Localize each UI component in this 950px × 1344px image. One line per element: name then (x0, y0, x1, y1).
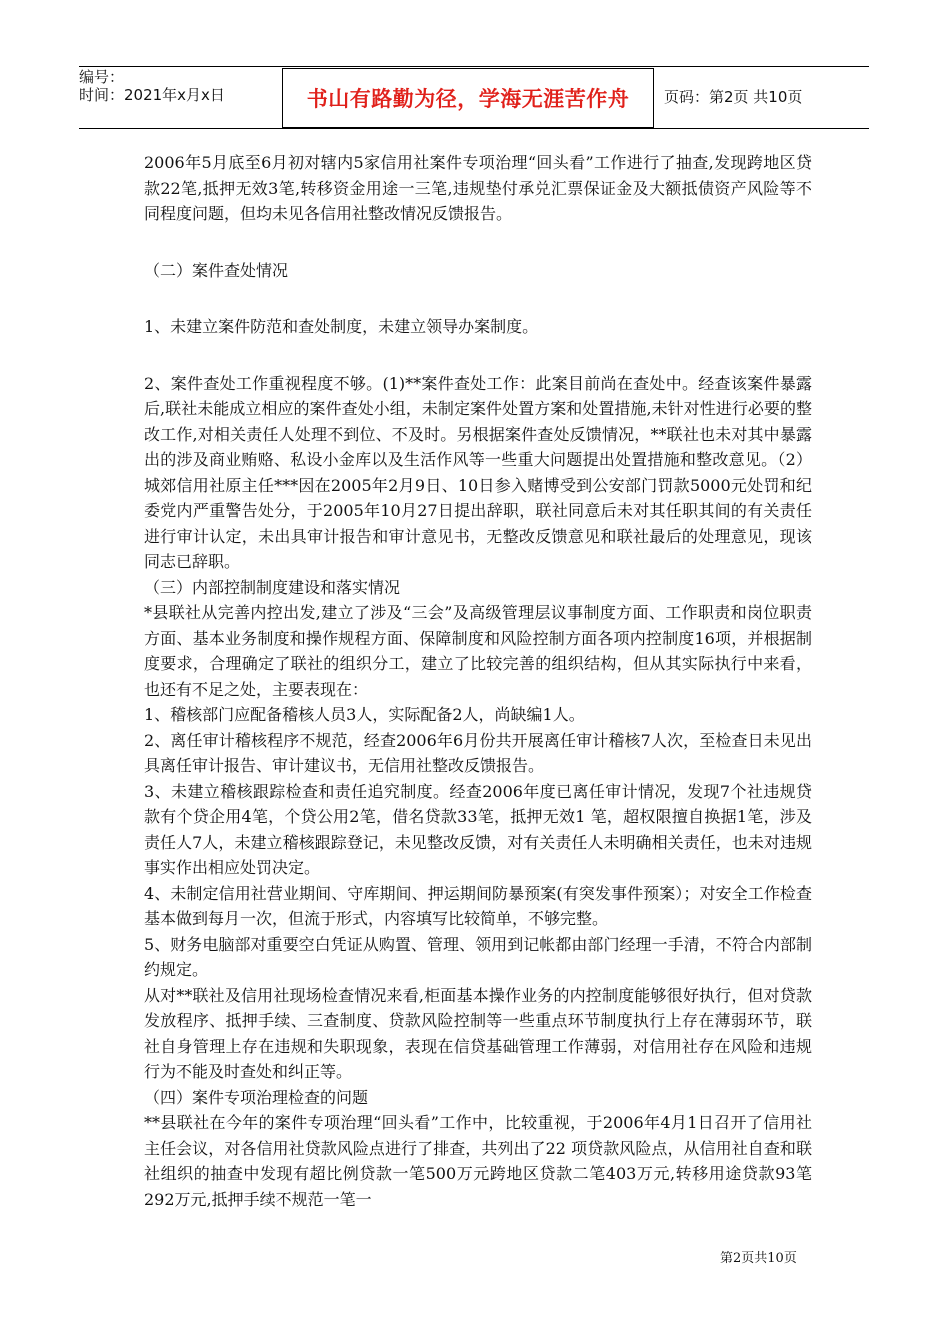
page-footer: 第2页共10页 (720, 1251, 797, 1266)
list-item: 2、离任审计稽核程序不规范，经查2006年6月份共开展离任审计稽核7人次，至检查日未见出具离任审计报告、审计建议书，无信用社整改反馈报告。 (144, 730, 812, 775)
list-item: 3、未建立稽核跟踪检查和责任追究制度。经查2006年度已离任审计情况，发现7个社违规贷款有个贷企用4笔，个贷公用2笔，借名贷款33笔，抵押无效1 笔，超权限擅自换据1笔，涉及责任人7人，未建立稽核跟踪登记，未见整改反馈，对有关责任人未明确相关责任，也未对违规事实作出相应处罚决定。 (144, 781, 812, 877)
section-heading: （三）内部控制制度建设和落实情况 (144, 577, 401, 597)
paragraph: 1、未建立案件防范和查处制度，未建立领导办案制度。 (144, 317, 539, 336)
header-bottom-rule (79, 128, 869, 129)
paragraph: 2、案件查处工作重视程度不够。(1)**案件查处工作：此案目前尚在查处中。经查该案件暴露后,联社未能成立相应的案件查处小组，未制定案件处置方案和处置措施,未针对性进行必要的整改工作,对相关责任人处理不到位、不及时。另根据案件查处反馈情况，**联社也未对其中暴露出的涉及商业贿赂、私设小金库以及生活作风等一些重大问题提出处置措施和整改意见。（2）城郊信用社原主任***因在2005年2月9日、10日参入赌博受到公安部门罚款5000元处罚和纪委党内严重警告处分，于2005年10月27日提出辞职，联社同意后未对其任职其间的有关责任进行审计认定，未出具审计报告和审计意见书，无整改反馈意见和联社最后的处理意见，现该同志已辞职。 (144, 373, 812, 571)
motto-box (282, 68, 654, 128)
paragraph: *县联社从完善内控出发,建立了涉及“三会”及高级管理层议事制度方面、工作职责和岗位职责方面、基本业务制度和操作规程方面、保障制度和风险控制方面各项内控制度16项，并根据制度要求，合理确定了联社的组织分工，建立了比较完善的组织结构，但从其实际执行中来看，也还有不足之处，主要表现在： (144, 603, 812, 699)
motto-text: 书山有路勤为径，学海无涯苦作舟 (306, 87, 630, 111)
header-meta (79, 68, 279, 128)
section-heading: （四）案件专项治理检查的问题 (144, 1087, 369, 1107)
number-label: 编号： (79, 68, 125, 86)
header-top-rule (79, 66, 869, 67)
list-item: 4、未制定信用社营业期间、守库期间、押运期间防暴预案(有突发事件预案）；对安全工作检查基本做到每月一次，但流于形式，内容填写比较简单，不够完整。 (144, 883, 812, 928)
list-item: 1、稽核部门应配备稽核人员3人，实际配备2人，尚缺编1人。 (144, 705, 585, 724)
document-body (144, 150, 812, 1212)
date-label: 时间：2021年x月x日 (79, 86, 225, 104)
page-indicator: 页码：第2页 共10页 (664, 88, 803, 106)
paragraph: 从对**联社及信用社现场检查情况来看,柜面基本操作业务的内控制度能够很好执行，但对贷款发放程序、抵押手续、三查制度、贷款风险控制等一些重点环节制度执行上存在薄弱环节，联社自身管理上存在违规和失职现象，表现在信贷基础管理工作薄弱，对信用社存在风险和违规行为不能及时查处和纠正等。 (144, 985, 812, 1081)
paragraph: **县联社在今年的案件专项治理“回头看”工作中，比较重视，于2006年4月1日召开了信用社主任会议，对各信用社贷款风险点进行了排查，共列出了22 项贷款风险点，从信用社自查和联社组织的抽查中发现有超比例贷款一笔500万元跨地区贷款二笔403万元,转移用途贷款93笔292万元,抵押手续不规范一笔一 (144, 1113, 812, 1209)
section-heading: （二）案件查处情况 (144, 260, 289, 280)
paragraph: 2006年5月底至6月初对辖内5家信用社案件专项治理“回头看”工作进行了抽查,发现跨地区贷款22笔,抵押无效3笔,转移资金用途一三笔,违规垫付承兑汇票保证金及大额抵债资产风险等不同程度问题，但均未见各信用社整改情况反馈报告。 (144, 153, 812, 223)
list-item: 5、财务电脑部对重要空白凭证从购置、管理、领用到记帐都由部门经理一手清，不符合内部制约规定。 (144, 934, 812, 979)
page-header (79, 66, 869, 130)
